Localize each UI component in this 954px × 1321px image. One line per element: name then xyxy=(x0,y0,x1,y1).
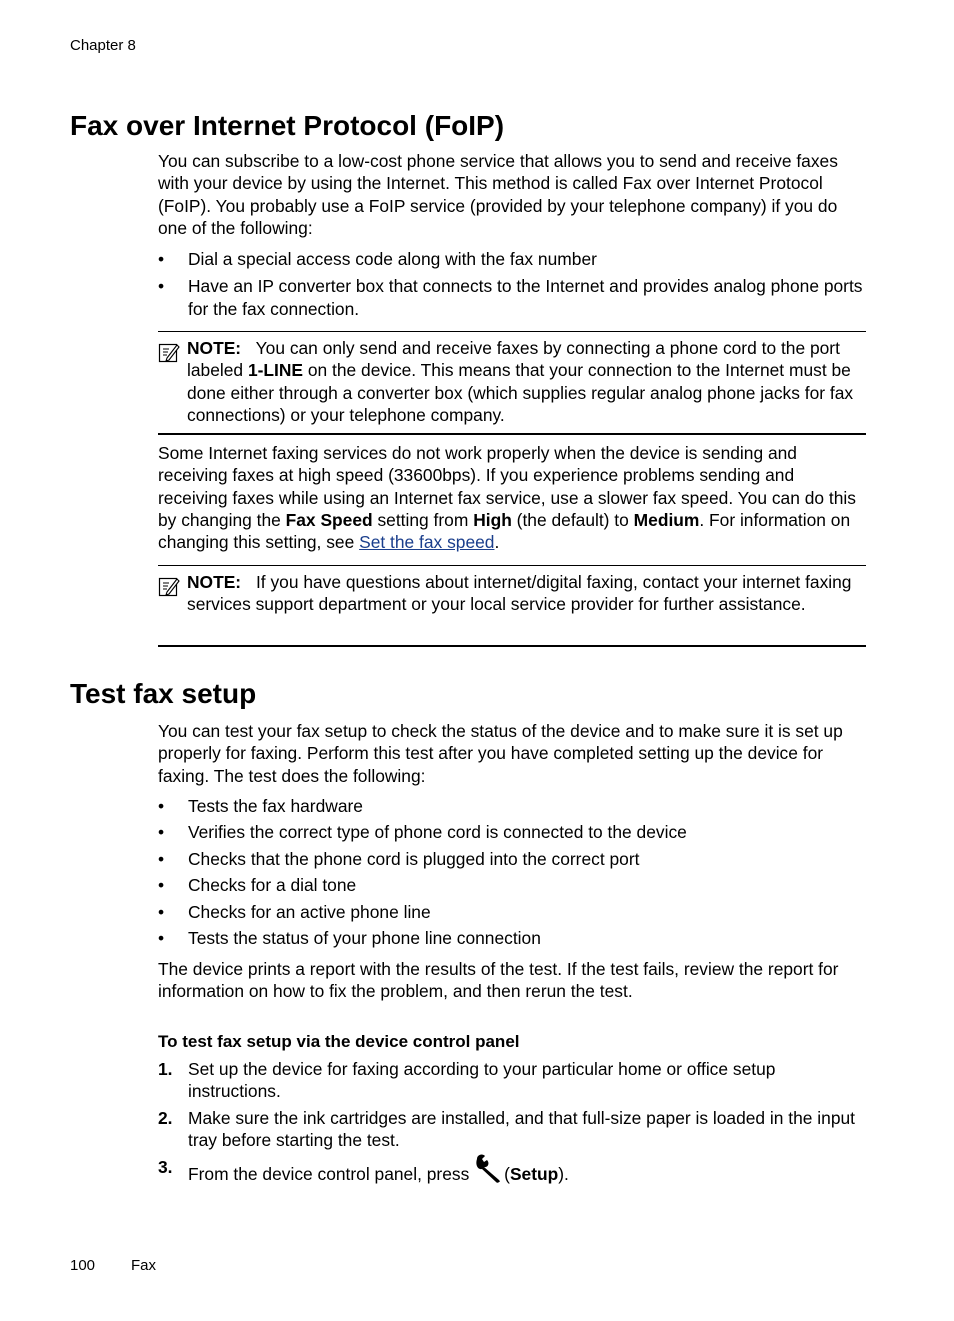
list-item: • Have an IP converter box that connects to the Internet and provides analog phone ports for the fax connection. xyxy=(158,275,863,320)
test-intro: You can test your fax setup to check the status of the device and to make sure it is set up properly for faxing. Perform this test after you have completed setting up the device for faxing. The test does the following: xyxy=(158,721,843,786)
page-number: 100 xyxy=(70,1257,96,1274)
list-item: • Checks for a dial tone xyxy=(158,874,863,896)
chapter-header: Chapter 8 xyxy=(70,37,136,54)
step-3 xyxy=(158,1156,863,1185)
step-2 xyxy=(158,1107,863,1152)
note-icon xyxy=(158,341,180,363)
step-number: 2. xyxy=(158,1108,173,1128)
test-bullet-list xyxy=(158,795,863,950)
step-text: Set up the device for faxing according to your particular home or office setup instructions. xyxy=(188,1059,776,1102)
wrench-icon xyxy=(474,1153,504,1183)
test-paragraph-2: The device prints a report with the results of the test. If the test fails, review the report for information on how to fix the problem, and then rerun the test. xyxy=(158,959,839,1002)
list-item: • Tests the fax hardware xyxy=(158,795,863,817)
list-item: • Verifies the correct type of phone cord is connected to the device xyxy=(158,821,863,843)
step-text: Make sure the ink cartridges are installed, and that full-size paper is loaded in the input tray before starting the test. xyxy=(188,1108,856,1151)
foip-intro: You can subscribe to a low-cost phone service that allows you to send and receive faxes with your device by using the Internet. This method is called Fax over Internet Protocol (FoIP). You probably use a FoIP service (provided by your telephone company) if you do one of the following: xyxy=(158,151,838,238)
list-item: • Checks for an active phone line xyxy=(158,901,863,923)
port-label: 1-LINE xyxy=(247,360,304,381)
step-1 xyxy=(158,1058,863,1103)
note-box-1 xyxy=(158,331,866,435)
set-fax-speed-link[interactable]: Set the fax speed xyxy=(359,532,495,553)
note-text: If you have questions about internet/digital faxing, contact your internet faxing services support department or your local service provider for further assistance. xyxy=(187,572,852,615)
procedure-title: To test fax setup via the device control panel xyxy=(158,1032,520,1051)
footer-section: Fax xyxy=(131,1257,157,1274)
note-text: You can only send and receive faxes by connecting a phone cord to the port labeled xyxy=(187,338,840,381)
note-label: NOTE: xyxy=(187,572,242,592)
list-item: • Tests the status of your phone line connection xyxy=(158,927,863,949)
note-label: NOTE: xyxy=(187,338,242,358)
foip-paragraph-2: Some Internet faxing services do not work properly when the device is sending and receiving faxes at high speed (33600bps). If you experience problems sending and receiving faxes while using an Internet fax service, use a slower fax speed. You can do this by changing the Fax Speed setting from High (the default) to Medium. For information on changing this setting, see Set the fax speed. xyxy=(158,443,856,553)
note-box-2 xyxy=(158,565,866,647)
list-item: • Dial a special access code along with the fax number xyxy=(158,248,863,270)
list-item: • Checks that the phone cord is plugged into the correct port xyxy=(158,848,863,870)
step-text: From the device control panel, press (Setup). xyxy=(188,1156,863,1185)
step-number: 1. xyxy=(158,1059,173,1079)
note-text-cont: on the device. This means that your connection to the Internet must be done either through a converter box (which supplies regular analog phone jacks for fax connections) or your telephone company. xyxy=(187,360,854,425)
foip-bullet-list xyxy=(158,248,863,320)
section-title-foip: Fax over Internet Protocol (FoIP) xyxy=(70,110,505,141)
step-number: 3. xyxy=(158,1157,173,1177)
note-icon xyxy=(158,575,180,597)
section-title-test: Test fax setup xyxy=(70,678,257,709)
